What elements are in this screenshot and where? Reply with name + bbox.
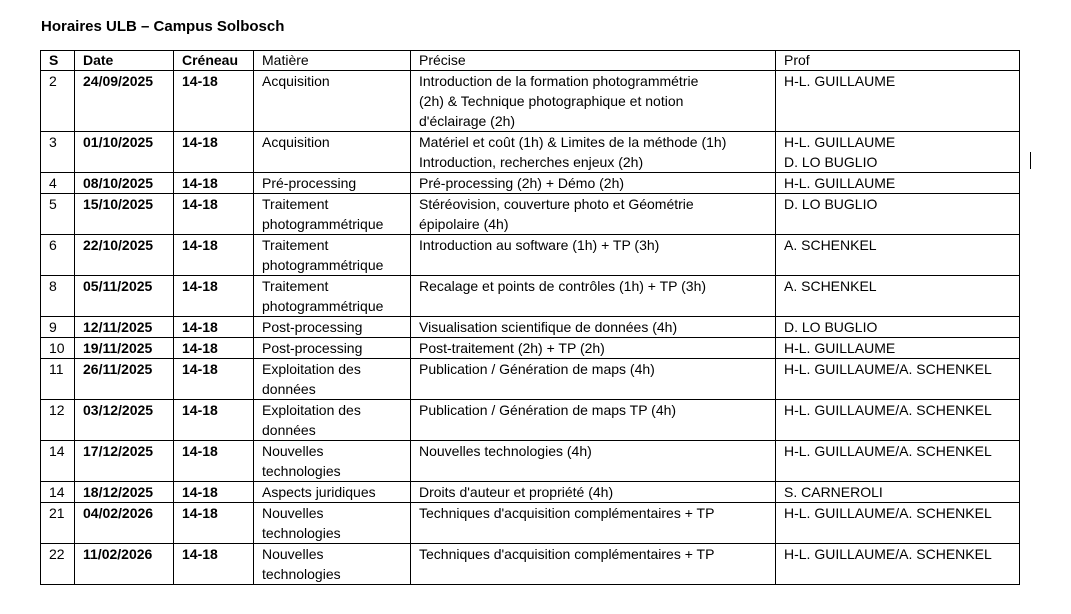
cell-precise	[411, 338, 776, 359]
cell-precise	[411, 359, 776, 400]
cell-prof	[776, 317, 1020, 338]
cell-matiere-line: Pré-processing	[262, 175, 357, 191]
cell-precise-line: Post-traitement (2h) + TP (2h)	[419, 340, 605, 356]
cell-prof-line: H-L. GUILLAUME	[784, 175, 896, 191]
cell-prof-line: D. LO BUGLIO	[784, 154, 878, 170]
cell-date: 19/11/2025	[75, 338, 174, 359]
cell-matiere	[254, 235, 411, 276]
cell-matiere	[254, 338, 411, 359]
cell-date: 01/10/2025	[75, 132, 174, 173]
cell-matiere-line: Post-processing	[262, 340, 363, 356]
table-row	[41, 235, 1020, 276]
header-precise: Précise	[411, 51, 776, 71]
header-date: Date	[75, 51, 174, 71]
table-header-row	[41, 51, 1020, 71]
cell-matiere-line: Acquisition	[262, 134, 330, 150]
cell-matiere	[254, 544, 411, 585]
cell-date: 11/02/2026	[75, 544, 174, 585]
cell-precise-line: (2h) & Technique photographique et notion	[419, 93, 684, 109]
cell-matiere	[254, 173, 411, 194]
cell-precise-line: Introduction de la formation photogrammétrie	[419, 73, 699, 89]
cell-prof	[776, 132, 1020, 173]
cell-matiere	[254, 503, 411, 544]
cell-precise-line: Nouvelles technologies (4h)	[419, 443, 592, 459]
cell-creneau: 14-18	[174, 317, 254, 338]
cell-prof-line: D. LO BUGLIO	[784, 196, 878, 212]
document-title: Horaires ULB – Campus Solbosch	[41, 18, 285, 35]
cell-matiere-line: photogrammétrique	[262, 216, 384, 232]
cell-prof	[776, 482, 1020, 503]
cell-matiere-line: Nouvelles	[262, 546, 324, 562]
cell-precise	[411, 441, 776, 482]
cell-s: 4	[41, 173, 75, 194]
cell-matiere-line: photogrammétrique	[262, 298, 384, 314]
cell-matiere-line: Aspects juridiques	[262, 484, 376, 500]
cell-matiere	[254, 482, 411, 503]
cell-prof-line: H-L. GUILLAUME	[784, 134, 896, 150]
cell-prof-line: H-L. GUILLAUME	[784, 73, 896, 89]
table-row	[41, 359, 1020, 400]
cell-matiere-line: photogrammétrique	[262, 257, 384, 273]
cell-prof-line: H-L. GUILLAUME/A. SCHENKEL	[784, 402, 992, 418]
cell-precise-line: Introduction, recherches enjeux (2h)	[419, 154, 644, 170]
cell-date: 17/12/2025	[75, 441, 174, 482]
cell-precise	[411, 235, 776, 276]
cell-prof	[776, 544, 1020, 585]
cell-precise	[411, 400, 776, 441]
cell-date: 24/09/2025	[75, 71, 174, 132]
cell-prof	[776, 359, 1020, 400]
cell-matiere-line: Post-processing	[262, 319, 363, 335]
cell-s: 14	[41, 441, 75, 482]
cell-precise-line: Techniques d'acquisition complémentaires + TP	[419, 546, 715, 562]
cell-s: 11	[41, 359, 75, 400]
table-row	[41, 338, 1020, 359]
cell-s: 22	[41, 544, 75, 585]
cell-matiere-line: données	[262, 381, 316, 397]
cell-prof	[776, 276, 1020, 317]
cell-date: 04/02/2026	[75, 503, 174, 544]
table-row	[41, 71, 1020, 132]
cell-precise	[411, 173, 776, 194]
cell-creneau: 14-18	[174, 71, 254, 132]
cell-matiere-line: Nouvelles	[262, 505, 324, 521]
cell-prof	[776, 503, 1020, 544]
cell-s: 10	[41, 338, 75, 359]
cell-matiere-line: Traitement	[262, 196, 329, 212]
cell-prof-line: D. LO BUGLIO	[784, 319, 878, 335]
cell-precise-line: Stéréovision, couverture photo et Géométrie	[419, 196, 694, 212]
cell-prof	[776, 441, 1020, 482]
cell-creneau: 14-18	[174, 276, 254, 317]
schedule-table	[40, 50, 1020, 585]
text-cursor	[1030, 152, 1031, 169]
cell-s: 6	[41, 235, 75, 276]
cell-precise	[411, 317, 776, 338]
cell-matiere	[254, 276, 411, 317]
cell-creneau: 14-18	[174, 482, 254, 503]
cell-prof-line: H-L. GUILLAUME/A. SCHENKEL	[784, 361, 992, 377]
cell-precise	[411, 503, 776, 544]
cell-prof	[776, 194, 1020, 235]
header-s: S	[41, 51, 75, 71]
cell-matiere	[254, 400, 411, 441]
cell-matiere-line: Acquisition	[262, 73, 330, 89]
cell-creneau: 14-18	[174, 400, 254, 441]
cell-prof	[776, 71, 1020, 132]
cell-matiere-line: Exploitation des	[262, 402, 361, 418]
cell-date: 22/10/2025	[75, 235, 174, 276]
table-row	[41, 317, 1020, 338]
cell-precise	[411, 544, 776, 585]
cell-precise-line: Publication / Génération de maps (4h)	[419, 361, 655, 377]
cell-date: 03/12/2025	[75, 400, 174, 441]
cell-s: 9	[41, 317, 75, 338]
schedule-body	[41, 71, 1020, 585]
cell-precise-line: d'éclairage (2h)	[419, 113, 516, 129]
cell-prof-line: H-L. GUILLAUME/A. SCHENKEL	[784, 546, 992, 562]
cell-matiere	[254, 132, 411, 173]
header-creneau: Créneau	[174, 51, 254, 71]
table-row	[41, 482, 1020, 503]
cell-matiere	[254, 71, 411, 132]
cell-matiere	[254, 441, 411, 482]
table-row	[41, 173, 1020, 194]
cell-matiere-line: technologies	[262, 525, 341, 541]
table-row	[41, 400, 1020, 441]
cell-matiere-line: Traitement	[262, 278, 329, 294]
cell-matiere-line: Nouvelles	[262, 443, 324, 459]
header-prof: Prof	[776, 51, 1020, 71]
cell-prof-line: H-L. GUILLAUME/A. SCHENKEL	[784, 505, 992, 521]
cell-prof-line: H-L. GUILLAUME	[784, 340, 896, 356]
cell-prof	[776, 235, 1020, 276]
cell-creneau: 14-18	[174, 132, 254, 173]
cell-matiere-line: technologies	[262, 463, 341, 479]
cell-s: 12	[41, 400, 75, 441]
cell-precise	[411, 132, 776, 173]
cell-creneau: 14-18	[174, 359, 254, 400]
table-row	[41, 132, 1020, 173]
cell-creneau: 14-18	[174, 235, 254, 276]
table-row	[41, 544, 1020, 585]
cell-matiere	[254, 194, 411, 235]
cell-matiere	[254, 359, 411, 400]
cell-creneau: 14-18	[174, 441, 254, 482]
cell-precise-line: épipolaire (4h)	[419, 216, 509, 232]
cell-s: 3	[41, 132, 75, 173]
cell-s: 8	[41, 276, 75, 317]
cell-prof	[776, 173, 1020, 194]
header-matiere: Matière	[254, 51, 411, 71]
cell-prof-line: A. SCHENKEL	[784, 278, 877, 294]
cell-precise-line: Introduction au software (1h) + TP (3h)	[419, 237, 660, 253]
cell-creneau: 14-18	[174, 503, 254, 544]
cell-date: 08/10/2025	[75, 173, 174, 194]
cell-s: 5	[41, 194, 75, 235]
cell-date: 18/12/2025	[75, 482, 174, 503]
cell-date: 15/10/2025	[75, 194, 174, 235]
cell-s: 2	[41, 71, 75, 132]
cell-date: 12/11/2025	[75, 317, 174, 338]
cell-matiere-line: Exploitation des	[262, 361, 361, 377]
cell-s: 21	[41, 503, 75, 544]
cell-prof-line: S. CARNEROLI	[784, 484, 883, 500]
cell-date: 26/11/2025	[75, 359, 174, 400]
cell-precise-line: Matériel et coût (1h) & Limites de la méthode (1h)	[419, 134, 727, 150]
cell-creneau: 14-18	[174, 194, 254, 235]
cell-precise	[411, 482, 776, 503]
cell-precise	[411, 71, 776, 132]
cell-precise-line: Recalage et points de contrôles (1h) + TP (3h)	[419, 278, 707, 294]
cell-creneau: 14-18	[174, 173, 254, 194]
table-row	[41, 276, 1020, 317]
cell-s: 14	[41, 482, 75, 503]
cell-creneau: 14-18	[174, 338, 254, 359]
cell-precise-line: Visualisation scientifique de données (4h)	[419, 319, 678, 335]
cell-precise	[411, 276, 776, 317]
cell-matiere	[254, 317, 411, 338]
cell-creneau: 14-18	[174, 544, 254, 585]
cell-prof	[776, 338, 1020, 359]
cell-date: 05/11/2025	[75, 276, 174, 317]
cell-precise	[411, 194, 776, 235]
table-row	[41, 441, 1020, 482]
cell-matiere-line: données	[262, 422, 316, 438]
cell-matiere-line: Traitement	[262, 237, 329, 253]
cell-precise-line: Pré-processing (2h) + Démo (2h)	[419, 175, 625, 191]
cell-prof-line: A. SCHENKEL	[784, 237, 877, 253]
cell-prof	[776, 400, 1020, 441]
cell-precise-line: Techniques d'acquisition complémentaires + TP	[419, 505, 715, 521]
table-row	[41, 503, 1020, 544]
cell-precise-line: Droits d'auteur et propriété (4h)	[419, 484, 614, 500]
cell-matiere-line: technologies	[262, 566, 341, 582]
cell-precise-line: Publication / Génération de maps TP (4h)	[419, 402, 677, 418]
cell-prof-line: H-L. GUILLAUME/A. SCHENKEL	[784, 443, 992, 459]
table-row	[41, 194, 1020, 235]
